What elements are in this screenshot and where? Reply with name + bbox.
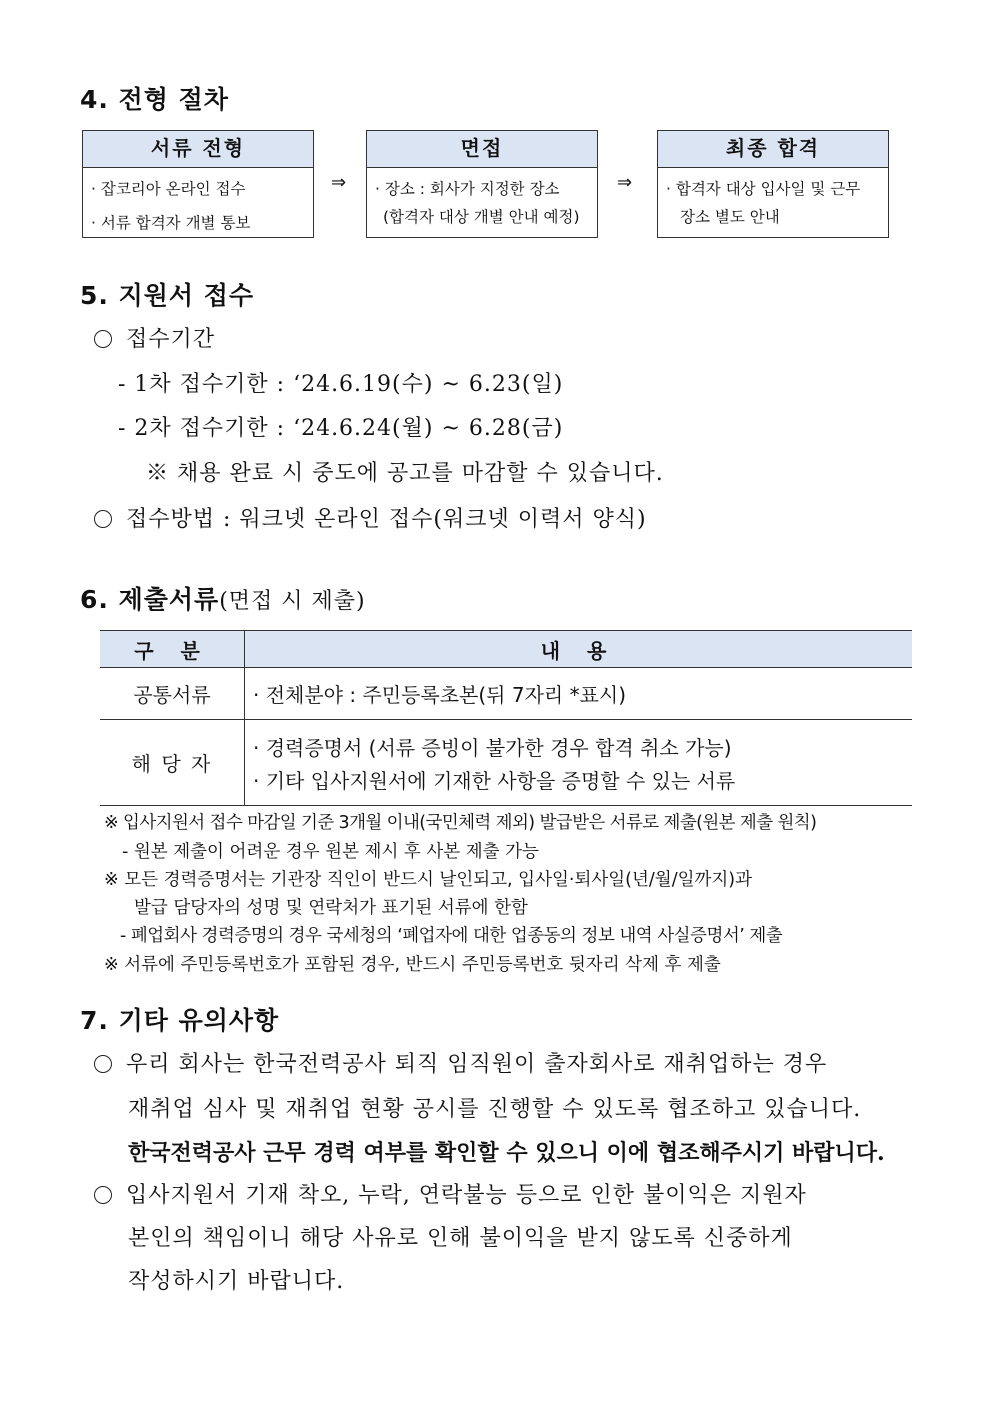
circle-bullet-icon	[94, 1055, 112, 1073]
circle-bullet-icon	[94, 510, 112, 528]
row-content-applicable	[245, 720, 913, 806]
arrow-icon: ⇒	[331, 172, 347, 193]
note-line: ※ 모든 경력증명서는 기관장 직인이 반드시 날인되고, 입사일·퇴사일(년/월/일까지)과	[104, 870, 753, 890]
step-head: 최종 합격	[658, 131, 888, 168]
section-4-title: 4. 전형 절차	[80, 85, 229, 114]
content-line: · 기타 입사지원서에 기재한 사항을 증명할 수 있는 서류	[253, 768, 736, 793]
content-line: · 경력증명서 (서류 증빙이 불가한 경우 합격 취소 가능)	[253, 735, 732, 760]
step-final-pass	[657, 130, 889, 238]
step-line: · 서류 합격자 개별 통보	[91, 214, 251, 232]
section-6-title	[80, 580, 366, 616]
step-head: 면접	[367, 131, 597, 168]
step-line: (합격자 대상 개별 안내 예정)	[383, 208, 580, 226]
row-content-common: · 전체분야 : 주민등록초본(뒤 7자리 *표시)	[245, 668, 913, 720]
col-header-content: 내 용	[245, 631, 913, 668]
notice-1	[94, 1047, 827, 1078]
early-close-note: ※ 채용 완료 시 중도에 공고를 마감할 수 있습니다.	[146, 461, 664, 486]
notice-1-line-1: 우리 회사는 한국전력공사 퇴직 임직원이 출자회사로 재취업하는 경우	[126, 1052, 828, 1077]
section-5-title: 5. 지원서 접수	[80, 281, 255, 310]
row-label-applicable: 해 당 자	[100, 720, 245, 806]
section-6-title-sub: (면접 시 제출)	[219, 589, 366, 614]
note-line: ※ 서류에 주민등록번호가 포함된 경우, 반드시 주민등록번호 뒷자리 삭제 후 제출	[104, 955, 721, 975]
notice-2-line-2: 본인의 책임이니 해당 사유로 인해 불이익을 받지 않도록 신중하게	[128, 1226, 793, 1251]
notice-2-line-3: 작성하시기 바랍니다.	[128, 1269, 345, 1294]
note-line: - 원본 제출이 어려운 경우 원본 제시 후 사본 제출 가능	[122, 842, 539, 862]
step-head: 서류 전형	[83, 131, 313, 168]
step-line: · 잡코리아 온라인 접수	[91, 180, 246, 198]
method-item	[94, 502, 647, 533]
second-period: - 2차 접수기한 : ‘24.6.24(월) ~ 6.28(금)	[118, 416, 564, 441]
notice-1-line-2: 재취업 심사 및 재취업 현황 공시를 진행할 수 있도록 협조하고 있습니다.	[128, 1097, 862, 1122]
step-document-screening	[82, 130, 314, 238]
period-item	[94, 322, 215, 353]
notice-1-line-3: 한국전력공사 근무 경력 여부를 확인할 수 있으니 이에 협조해주시기 바랍니다.	[128, 1140, 885, 1166]
row-label-common: 공통서류	[100, 668, 245, 720]
step-line: · 장소 : 회사가 지정한 장소	[375, 180, 560, 198]
first-period: - 1차 접수기한 : ‘24.6.19(수) ~ 6.23(일)	[118, 372, 564, 397]
circle-bullet-icon	[94, 330, 112, 348]
documents-table	[100, 630, 912, 806]
note-line: - 폐업회사 경력증명의 경우 국세청의 ‘폐업자에 대한 업종동의 정보 내역 사실증명서’ 제출	[120, 926, 783, 946]
circle-bullet-icon	[94, 1186, 112, 1204]
step-line: 장소 별도 안내	[680, 208, 780, 226]
notice-2-line-1: 입사지원서 기재 착오, 누락, 연락불능 등으로 인한 불이익은 지원자	[126, 1183, 807, 1208]
note-line: ※ 입사지원서 접수 마감일 기준 3개월 이내(국민체력 제외) 발급받은 서류로 제출(원본 제출 원칙)	[104, 813, 817, 833]
period-label: 접수기간	[126, 327, 216, 352]
section-7-title: 7. 기타 유의사항	[80, 1006, 280, 1035]
step-line: · 합격자 대상 입사일 및 근무	[666, 180, 861, 198]
arrow-icon: ⇒	[617, 172, 633, 193]
col-header-category: 구 분	[100, 631, 245, 668]
note-line: 발급 담당자의 성명 및 연락처가 표기된 서류에 한함	[134, 898, 528, 918]
step-interview	[366, 130, 598, 238]
section-6-title-main: 6. 제출서류	[80, 585, 220, 614]
notice-2	[94, 1178, 807, 1209]
method-text: 접수방법 : 워크넷 온라인 접수(워크넷 이력서 양식)	[126, 507, 647, 532]
